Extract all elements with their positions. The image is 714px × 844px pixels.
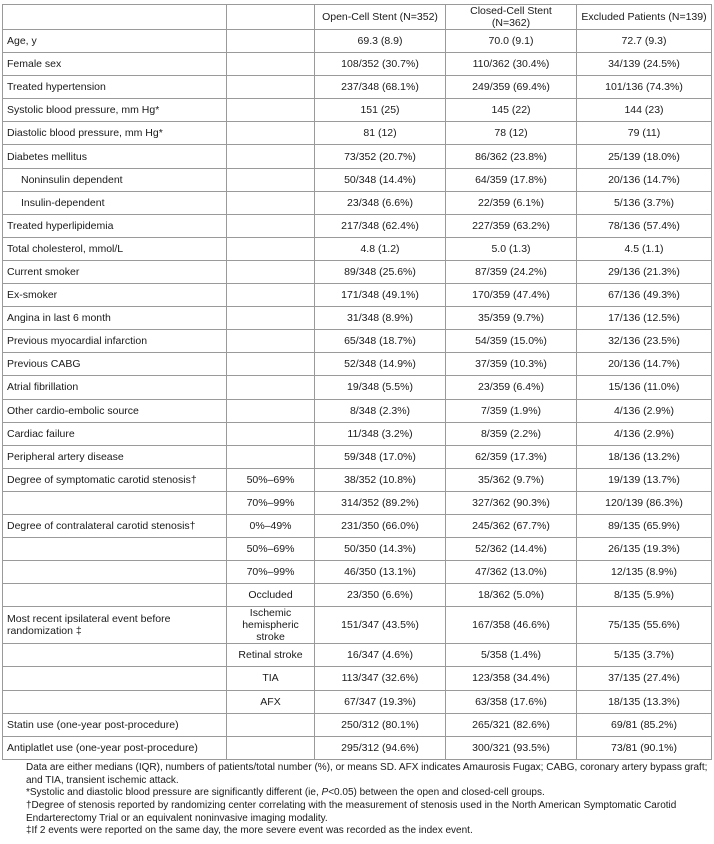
row-label: Systolic blood pressure, mm Hg* bbox=[3, 99, 227, 122]
row-subgroup bbox=[227, 237, 315, 260]
cell-excluded: 19/139 (13.7%) bbox=[577, 468, 712, 491]
cell-closed-cell: 327/362 (90.3%) bbox=[446, 491, 577, 514]
table-row bbox=[3, 736, 712, 759]
row-label: Treated hypertension bbox=[3, 76, 227, 99]
row-label: Treated hyperlipidemia bbox=[3, 214, 227, 237]
cell-excluded: 26/135 (19.3%) bbox=[577, 538, 712, 561]
cell-excluded: 25/139 (18.0%) bbox=[577, 145, 712, 168]
cell-excluded: 120/139 (86.3%) bbox=[577, 491, 712, 514]
cell-open-cell: 73/352 (20.7%) bbox=[315, 145, 446, 168]
table-row bbox=[3, 445, 712, 468]
table-row bbox=[3, 307, 712, 330]
cell-open-cell: 38/352 (10.8%) bbox=[315, 468, 446, 491]
cell-closed-cell: 87/359 (24.2%) bbox=[446, 260, 577, 283]
row-subgroup: 70%–99% bbox=[227, 491, 315, 514]
cell-excluded: 18/136 (13.2%) bbox=[577, 445, 712, 468]
row-subgroup bbox=[227, 76, 315, 99]
cell-open-cell: 52/348 (14.9%) bbox=[315, 353, 446, 376]
cell-open-cell: 171/348 (49.1%) bbox=[315, 284, 446, 307]
row-label bbox=[3, 538, 227, 561]
row-subgroup bbox=[227, 168, 315, 191]
row-label: Other cardio-embolic source bbox=[3, 399, 227, 422]
row-subgroup bbox=[227, 53, 315, 76]
cell-excluded: 78/136 (57.4%) bbox=[577, 214, 712, 237]
table-row bbox=[3, 422, 712, 445]
cell-open-cell: 67/347 (19.3%) bbox=[315, 690, 446, 713]
cell-closed-cell: 110/362 (30.4%) bbox=[446, 53, 577, 76]
row-label bbox=[3, 491, 227, 514]
row-label: Diastolic blood pressure, mm Hg* bbox=[3, 122, 227, 145]
cell-closed-cell: 86/362 (23.8%) bbox=[446, 145, 577, 168]
cell-open-cell: 4.8 (1.2) bbox=[315, 237, 446, 260]
cell-excluded: 89/135 (65.9%) bbox=[577, 514, 712, 537]
cell-open-cell: 8/348 (2.3%) bbox=[315, 399, 446, 422]
cell-closed-cell: 35/362 (9.7%) bbox=[446, 468, 577, 491]
row-label: Degree of symptomatic carotid stenosis† bbox=[3, 468, 227, 491]
cell-closed-cell: 123/358 (34.4%) bbox=[446, 667, 577, 690]
table-row bbox=[3, 584, 712, 607]
row-label: Most recent ipsilateral event before randomization ‡ bbox=[3, 607, 227, 644]
cell-open-cell: 11/348 (3.2%) bbox=[315, 422, 446, 445]
cell-open-cell: 23/350 (6.6%) bbox=[315, 584, 446, 607]
table-row bbox=[3, 122, 712, 145]
row-label: Total cholesterol, mmol/L bbox=[3, 237, 227, 260]
cell-excluded: 67/136 (49.3%) bbox=[577, 284, 712, 307]
row-subgroup bbox=[227, 330, 315, 353]
table-row bbox=[3, 538, 712, 561]
cell-closed-cell: 170/359 (47.4%) bbox=[446, 284, 577, 307]
row-label: Antiplatlet use (one-year post-procedure) bbox=[3, 736, 227, 759]
footnote-event: ‡If 2 events were reported on the same day, the more severe event was recorded as the index event. bbox=[26, 825, 473, 837]
cell-closed-cell: 145 (22) bbox=[446, 99, 577, 122]
cell-open-cell: 31/348 (8.9%) bbox=[315, 307, 446, 330]
row-subgroup: AFX bbox=[227, 690, 315, 713]
cell-closed-cell: 5.0 (1.3) bbox=[446, 237, 577, 260]
row-subgroup bbox=[227, 399, 315, 422]
cell-closed-cell: 249/359 (69.4%) bbox=[446, 76, 577, 99]
row-subgroup bbox=[227, 145, 315, 168]
table-row bbox=[3, 607, 712, 644]
table-row bbox=[3, 713, 712, 736]
cell-open-cell: 46/350 (13.1%) bbox=[315, 561, 446, 584]
table-body bbox=[3, 30, 712, 760]
header-open-cell: Open-Cell Stent (N=352) bbox=[315, 5, 446, 30]
cell-closed-cell: 23/359 (6.4%) bbox=[446, 376, 577, 399]
row-subgroup: 70%–99% bbox=[227, 561, 315, 584]
cell-closed-cell: 64/359 (17.8%) bbox=[446, 168, 577, 191]
cell-excluded: 32/136 (23.5%) bbox=[577, 330, 712, 353]
table-row bbox=[3, 514, 712, 537]
row-subgroup bbox=[227, 260, 315, 283]
cell-excluded: 12/135 (8.9%) bbox=[577, 561, 712, 584]
cell-excluded: 101/136 (74.3%) bbox=[577, 76, 712, 99]
cell-excluded: 8/135 (5.9%) bbox=[577, 584, 712, 607]
baseline-characteristics-table bbox=[2, 4, 712, 760]
table-row bbox=[3, 284, 712, 307]
header-closed-cell: Closed-Cell Stent (N=362) bbox=[446, 5, 577, 30]
row-label: Current smoker bbox=[3, 260, 227, 283]
footnote-stenosis: †Degree of stenosis reported by randomizing center correlating with the measurement of stenosis used in the North American Symptomatic Carotid Endarterectomy Trial or an equivalent noninvasive imaging modality. bbox=[26, 799, 677, 824]
row-label: Noninsulin dependent bbox=[3, 168, 227, 191]
row-label bbox=[3, 667, 227, 690]
cell-excluded: 144 (23) bbox=[577, 99, 712, 122]
table-row bbox=[3, 30, 712, 53]
footnote-abbreviations: Data are either medians (IQR), numbers of patients/total number (%), or means SD. AFX indicates Amaurosis Fugax; CABG, coronary artery bypass graft; and TIA, transient ischemic attack. bbox=[26, 761, 708, 786]
row-label bbox=[3, 644, 227, 667]
row-subgroup bbox=[227, 353, 315, 376]
table-row bbox=[3, 76, 712, 99]
cell-excluded: 69/81 (85.2%) bbox=[577, 713, 712, 736]
cell-open-cell: 16/347 (4.6%) bbox=[315, 644, 446, 667]
cell-excluded: 4.5 (1.1) bbox=[577, 237, 712, 260]
cell-open-cell: 237/348 (68.1%) bbox=[315, 76, 446, 99]
row-label: Statin use (one-year post-procedure) bbox=[3, 713, 227, 736]
cell-excluded: 4/136 (2.9%) bbox=[577, 399, 712, 422]
cell-excluded: 20/136 (14.7%) bbox=[577, 353, 712, 376]
cell-closed-cell: 265/321 (82.6%) bbox=[446, 713, 577, 736]
header-subgroup bbox=[227, 5, 315, 30]
row-subgroup bbox=[227, 376, 315, 399]
cell-closed-cell: 63/358 (17.6%) bbox=[446, 690, 577, 713]
cell-closed-cell: 300/321 (93.5%) bbox=[446, 736, 577, 759]
table-row bbox=[3, 260, 712, 283]
row-subgroup bbox=[227, 30, 315, 53]
cell-closed-cell: 54/359 (15.0%) bbox=[446, 330, 577, 353]
table-row bbox=[3, 644, 712, 667]
table-row bbox=[3, 399, 712, 422]
row-label bbox=[3, 690, 227, 713]
footnote-bp-text-a: *Systolic and diastolic blood pressure are significantly different (ie, bbox=[26, 787, 322, 799]
row-subgroup bbox=[227, 284, 315, 307]
row-subgroup: 50%–69% bbox=[227, 538, 315, 561]
cell-excluded: 20/136 (14.7%) bbox=[577, 168, 712, 191]
cell-excluded: 17/136 (12.5%) bbox=[577, 307, 712, 330]
cell-closed-cell: 227/359 (63.2%) bbox=[446, 214, 577, 237]
row-subgroup bbox=[227, 307, 315, 330]
row-subgroup: 50%–69% bbox=[227, 468, 315, 491]
cell-open-cell: 314/352 (89.2%) bbox=[315, 491, 446, 514]
row-label: Cardiac failure bbox=[3, 422, 227, 445]
cell-excluded: 37/135 (27.4%) bbox=[577, 667, 712, 690]
cell-closed-cell: 245/362 (67.7%) bbox=[446, 514, 577, 537]
row-subgroup bbox=[227, 214, 315, 237]
cell-open-cell: 69.3 (8.9) bbox=[315, 30, 446, 53]
table-row bbox=[3, 330, 712, 353]
cell-closed-cell: 70.0 (9.1) bbox=[446, 30, 577, 53]
footnote-bp-p: P bbox=[321, 787, 329, 799]
row-label: Angina in last 6 month bbox=[3, 307, 227, 330]
row-subgroup bbox=[227, 736, 315, 759]
table-row bbox=[3, 168, 712, 191]
table-row bbox=[3, 353, 712, 376]
row-subgroup: TIA bbox=[227, 667, 315, 690]
cell-open-cell: 151 (25) bbox=[315, 99, 446, 122]
table-row bbox=[3, 191, 712, 214]
table-row bbox=[3, 214, 712, 237]
cell-excluded: 79 (11) bbox=[577, 122, 712, 145]
cell-excluded: 75/135 (55.6%) bbox=[577, 607, 712, 644]
row-subgroup bbox=[227, 445, 315, 468]
row-label: Peripheral artery disease bbox=[3, 445, 227, 468]
cell-excluded: 72.7 (9.3) bbox=[577, 30, 712, 53]
table-row bbox=[3, 237, 712, 260]
row-label: Previous myocardial infarction bbox=[3, 330, 227, 353]
row-label: Atrial fibrillation bbox=[3, 376, 227, 399]
cell-excluded: 15/136 (11.0%) bbox=[577, 376, 712, 399]
cell-open-cell: 50/350 (14.3%) bbox=[315, 538, 446, 561]
table-row bbox=[3, 53, 712, 76]
cell-open-cell: 295/312 (94.6%) bbox=[315, 736, 446, 759]
cell-closed-cell: 8/359 (2.2%) bbox=[446, 422, 577, 445]
table-header-row bbox=[3, 5, 712, 30]
row-subgroup bbox=[227, 99, 315, 122]
cell-excluded: 5/136 (3.7%) bbox=[577, 191, 712, 214]
cell-excluded: 29/136 (21.3%) bbox=[577, 260, 712, 283]
cell-closed-cell: 22/359 (6.1%) bbox=[446, 191, 577, 214]
header-characteristic bbox=[3, 5, 227, 30]
row-label: Degree of contralateral carotid stenosis† bbox=[3, 514, 227, 537]
table-row bbox=[3, 99, 712, 122]
row-label: Diabetes mellitus bbox=[3, 145, 227, 168]
cell-closed-cell: 37/359 (10.3%) bbox=[446, 353, 577, 376]
cell-open-cell: 250/312 (80.1%) bbox=[315, 713, 446, 736]
cell-closed-cell: 78 (12) bbox=[446, 122, 577, 145]
cell-open-cell: 151/347 (43.5%) bbox=[315, 607, 446, 644]
row-subgroup bbox=[227, 191, 315, 214]
cell-excluded: 34/139 (24.5%) bbox=[577, 53, 712, 76]
row-label: Previous CABG bbox=[3, 353, 227, 376]
row-subgroup: Retinal stroke bbox=[227, 644, 315, 667]
cell-open-cell: 50/348 (14.4%) bbox=[315, 168, 446, 191]
row-label: Age, y bbox=[3, 30, 227, 53]
cell-open-cell: 108/352 (30.7%) bbox=[315, 53, 446, 76]
table-row bbox=[3, 468, 712, 491]
row-subgroup: Ischemic hemispheric stroke bbox=[227, 607, 315, 644]
cell-open-cell: 59/348 (17.0%) bbox=[315, 445, 446, 468]
cell-closed-cell: 52/362 (14.4%) bbox=[446, 538, 577, 561]
cell-open-cell: 217/348 (62.4%) bbox=[315, 214, 446, 237]
row-subgroup bbox=[227, 713, 315, 736]
cell-closed-cell: 35/359 (9.7%) bbox=[446, 307, 577, 330]
row-label: Female sex bbox=[3, 53, 227, 76]
cell-closed-cell: 5/358 (1.4%) bbox=[446, 644, 577, 667]
row-subgroup bbox=[227, 422, 315, 445]
cell-excluded: 73/81 (90.1%) bbox=[577, 736, 712, 759]
cell-open-cell: 65/348 (18.7%) bbox=[315, 330, 446, 353]
footnote-blood-pressure bbox=[2, 787, 712, 800]
header-excluded: Excluded Patients (N=139) bbox=[577, 5, 712, 30]
cell-open-cell: 89/348 (25.6%) bbox=[315, 260, 446, 283]
cell-open-cell: 231/350 (66.0%) bbox=[315, 514, 446, 537]
row-label bbox=[3, 584, 227, 607]
row-subgroup bbox=[227, 122, 315, 145]
cell-excluded: 18/135 (13.3%) bbox=[577, 690, 712, 713]
cell-open-cell: 81 (12) bbox=[315, 122, 446, 145]
row-subgroup: Occluded bbox=[227, 584, 315, 607]
cell-open-cell: 113/347 (32.6%) bbox=[315, 667, 446, 690]
row-subgroup: 0%–49% bbox=[227, 514, 315, 537]
cell-closed-cell: 18/362 (5.0%) bbox=[446, 584, 577, 607]
table-row bbox=[3, 561, 712, 584]
table-row bbox=[3, 376, 712, 399]
cell-closed-cell: 47/362 (13.0%) bbox=[446, 561, 577, 584]
table-footnotes bbox=[2, 762, 712, 838]
table-row bbox=[3, 491, 712, 514]
cell-closed-cell: 7/359 (1.9%) bbox=[446, 399, 577, 422]
row-label: Insulin-dependent bbox=[3, 191, 227, 214]
cell-excluded: 5/135 (3.7%) bbox=[577, 644, 712, 667]
cell-closed-cell: 62/359 (17.3%) bbox=[446, 445, 577, 468]
row-label: Ex-smoker bbox=[3, 284, 227, 307]
cell-open-cell: 23/348 (6.6%) bbox=[315, 191, 446, 214]
footnote-bp-text-b: <0.05) between the open and closed-cell groups. bbox=[328, 787, 545, 799]
table-row bbox=[3, 667, 712, 690]
cell-open-cell: 19/348 (5.5%) bbox=[315, 376, 446, 399]
table-row bbox=[3, 690, 712, 713]
row-label bbox=[3, 561, 227, 584]
cell-closed-cell: 167/358 (46.6%) bbox=[446, 607, 577, 644]
table-row bbox=[3, 145, 712, 168]
cell-excluded: 4/136 (2.9%) bbox=[577, 422, 712, 445]
